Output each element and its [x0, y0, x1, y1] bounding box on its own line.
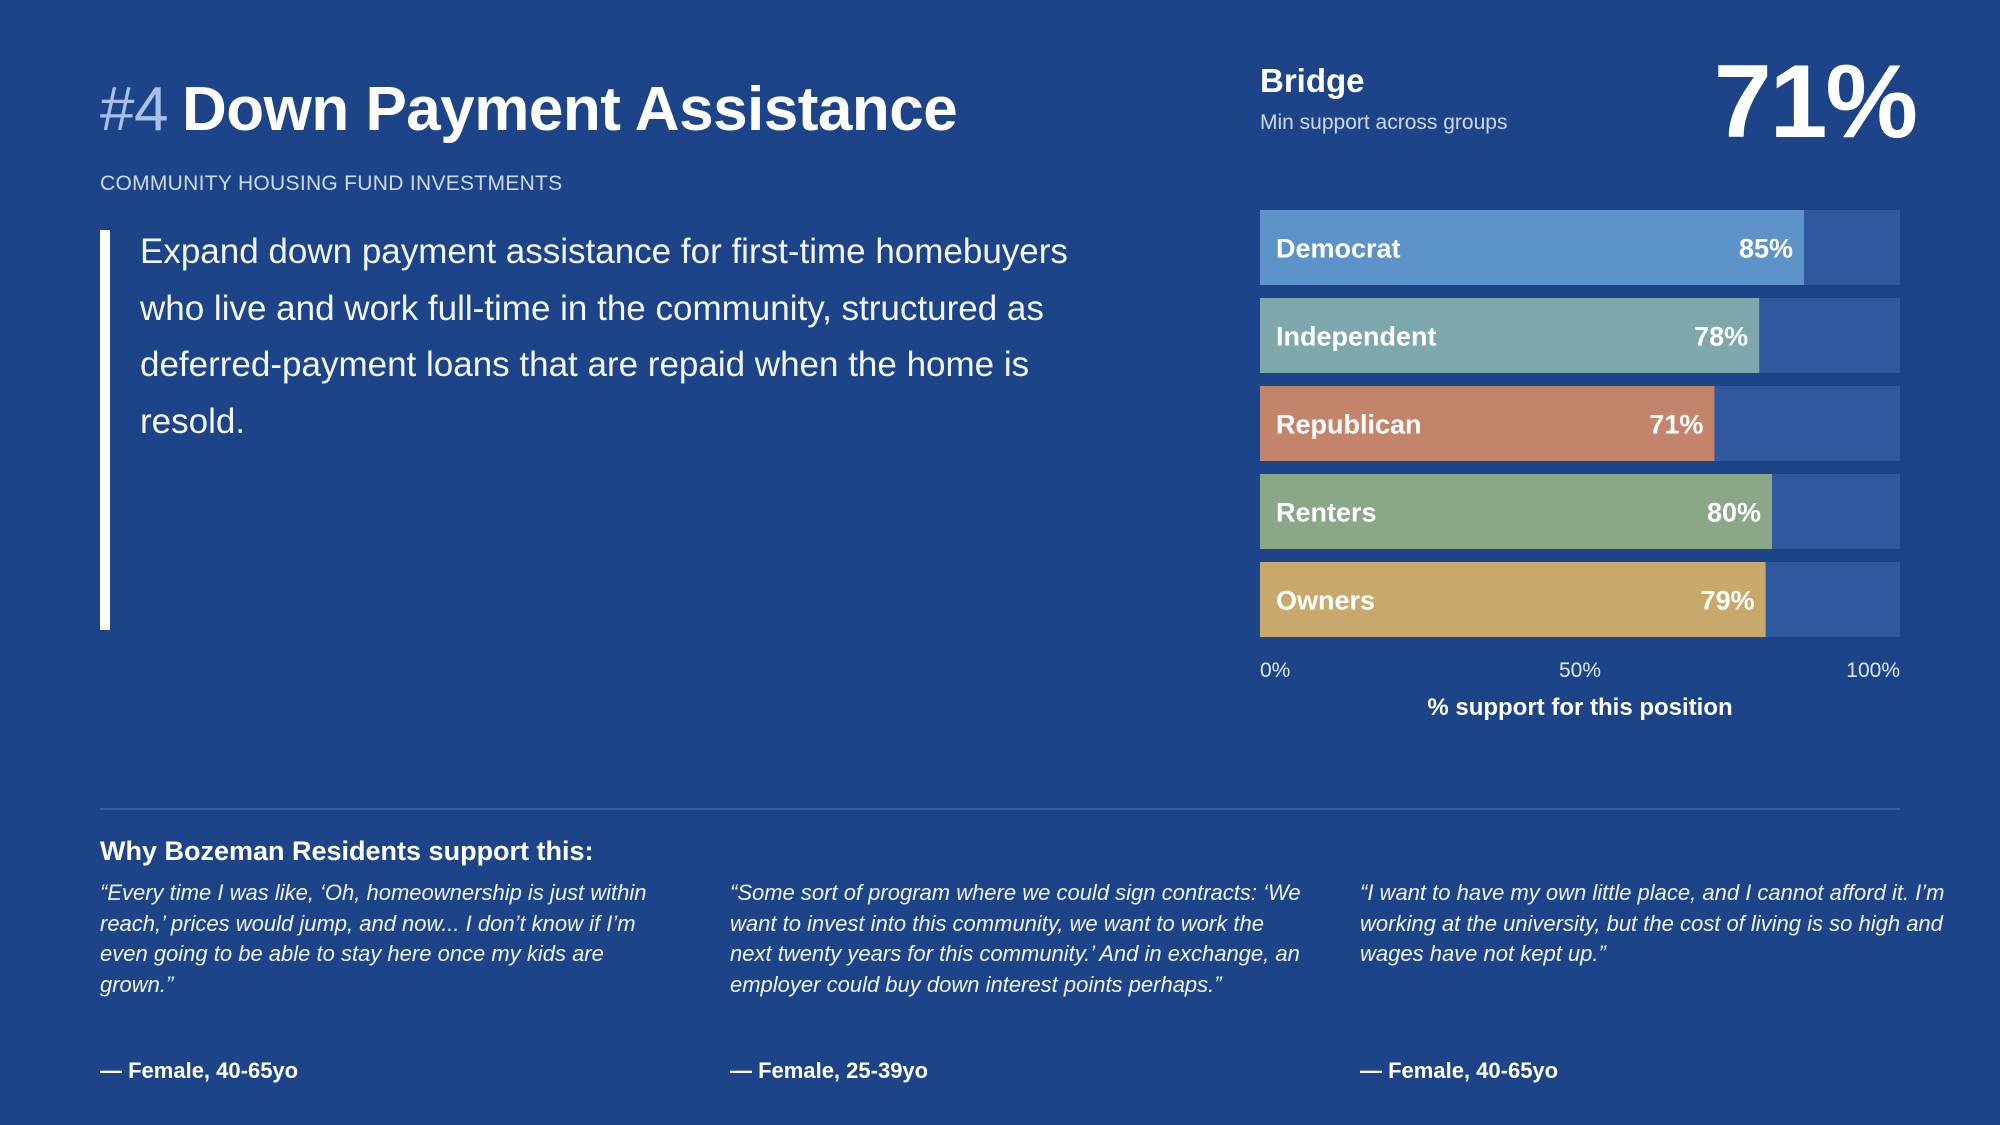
bar-category-label: Owners [1276, 585, 1376, 616]
bridge-sublabel: Min support across groups [1260, 111, 1508, 134]
category-subtitle: COMMUNITY HOUSING FUND INVESTMENTS [100, 172, 563, 195]
chart-svg [1260, 210, 1900, 690]
testimonial-attribution: — Female, 40-65yo [100, 1058, 299, 1083]
bridge-label: Bridge [1260, 62, 1365, 99]
x-tick-label: 100% [1846, 659, 1900, 682]
why-heading: Why Bozeman Residents support this: [100, 836, 594, 866]
bar-value-label: 71% [1649, 409, 1704, 440]
bar-value-label: 79% [1700, 585, 1755, 616]
bar-category-label: Independent [1276, 321, 1437, 352]
testimonial-2 [730, 878, 1310, 1083]
support-bar-chart [1260, 210, 1900, 740]
x-tick-label: 0% [1260, 659, 1291, 682]
bar-category-label: Republican [1276, 409, 1422, 440]
testimonial-quote: “I want to have my own little place, and I cannot afford it. I’m working at the university, but the cost of living is so high and wages have not kept up.” [1360, 880, 1945, 966]
testimonial-3 [1360, 878, 1960, 1083]
rank-number: #4 [100, 75, 168, 144]
policy-description: Expand down payment assistance for first-time homebuyers who live and work full-time in the community, structured as deferred-payment loans that are repaid when the home is resold. [140, 232, 1068, 441]
testimonial-1 [100, 878, 680, 1083]
bar-category-label: Renters [1276, 497, 1377, 528]
x-tick-label: 50% [1558, 659, 1602, 682]
testimonial-quote: “Some sort of program where we could sign contracts: ‘We want to invest into this community, we want to work the next twenty years for this community.’ And in exchange, an employer could buy down interest points perhaps.” [730, 880, 1301, 997]
page-title [100, 74, 957, 145]
testimonial-attribution: — Female, 40-65yo [1360, 1058, 1559, 1083]
section-divider [100, 808, 1900, 810]
title-text: Down Payment Assistance [181, 75, 958, 144]
x-axis-title: % support for this position [1427, 694, 1733, 721]
bar-value-label: 85% [1738, 233, 1793, 264]
testimonial-attribution: — Female, 25-39yo [730, 1058, 929, 1083]
quote-accent-bar [100, 230, 110, 630]
bar-value-label: 78% [1694, 321, 1749, 352]
bar-value-label: 80% [1706, 497, 1761, 528]
bar-category-label: Democrat [1276, 233, 1401, 264]
bridge-value: 71% [1713, 44, 1916, 160]
testimonial-quote: “Every time I was like, ‘Oh, homeownership is just within reach,’ prices would jump, and now... I don’t know if I’m even going to be able to stay here once my kids are grown.” [100, 880, 647, 997]
